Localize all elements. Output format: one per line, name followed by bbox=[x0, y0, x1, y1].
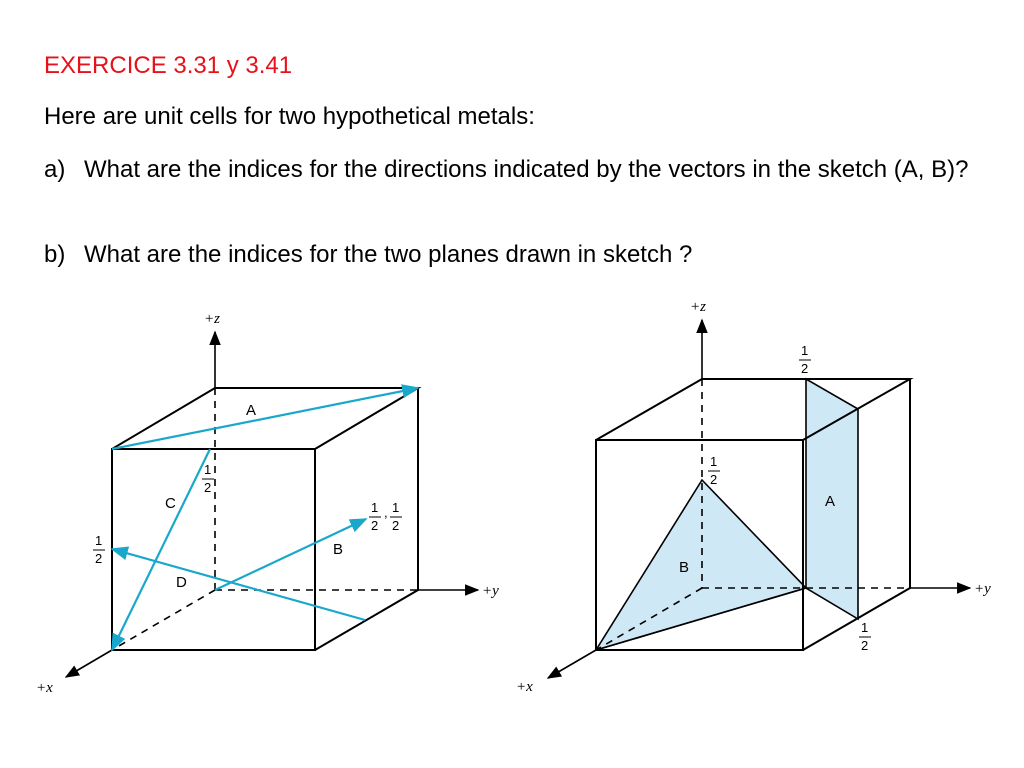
right-y-axis-label: +y bbox=[974, 581, 991, 597]
right-top-face bbox=[596, 379, 910, 440]
right-fraction-top bbox=[799, 343, 811, 376]
vector-c-label: C bbox=[165, 495, 176, 512]
left-x-axis-label: +x bbox=[36, 680, 53, 696]
vector-a bbox=[112, 388, 418, 449]
svg-text:2: 2 bbox=[801, 361, 809, 376]
vector-d bbox=[112, 549, 365, 620]
plane-a-label: A bbox=[825, 493, 836, 510]
question-b-text: What are the indices for the two planes drawn in sketch ? bbox=[84, 241, 693, 268]
vector-b bbox=[215, 519, 366, 590]
svg-text:1: 1 bbox=[710, 454, 718, 469]
left-fraction-x bbox=[93, 533, 105, 566]
svg-text:2: 2 bbox=[710, 472, 718, 487]
vector-c bbox=[112, 449, 210, 650]
question-a-text: What are the indices for the directions indicated by the vectors in the sketch (A, B)? bbox=[84, 156, 969, 183]
plane-b-label: B bbox=[679, 559, 690, 576]
svg-text:2: 2 bbox=[95, 551, 103, 566]
right-fraction-z bbox=[708, 454, 720, 487]
svg-text:2: 2 bbox=[371, 518, 379, 533]
right-x-axis-label: +x bbox=[516, 679, 533, 695]
svg-text:1: 1 bbox=[371, 500, 379, 515]
right-x-axis bbox=[548, 650, 596, 678]
vector-b-label: B bbox=[333, 541, 344, 558]
question-a-label: a) bbox=[44, 156, 66, 183]
left-y-axis-label: +y bbox=[482, 583, 499, 599]
exercise-title: EXERCICE 3.31 y 3.41 bbox=[44, 52, 293, 79]
left-z-axis-label: +z bbox=[204, 311, 220, 327]
intro-text: Here are unit cells for two hypothetical metals: bbox=[44, 103, 535, 130]
svg-text:2: 2 bbox=[861, 638, 869, 653]
svg-text:1: 1 bbox=[801, 343, 809, 358]
plane-b bbox=[596, 480, 806, 650]
svg-text:1: 1 bbox=[861, 620, 869, 635]
left-fraction-z bbox=[202, 462, 214, 495]
svg-text:1: 1 bbox=[392, 500, 400, 515]
question-b-label: b) bbox=[44, 241, 66, 268]
svg-text:,: , bbox=[384, 505, 388, 520]
vector-a-label: A bbox=[246, 402, 257, 419]
vector-d-label: D bbox=[176, 574, 187, 591]
svg-text:2: 2 bbox=[204, 480, 212, 495]
left-x-axis bbox=[66, 650, 112, 677]
right-z-axis-label: +z bbox=[690, 299, 706, 315]
left-unit-cell bbox=[36, 311, 499, 696]
right-unit-cell bbox=[516, 299, 991, 695]
right-fraction-bottom bbox=[859, 620, 871, 653]
svg-text:2: 2 bbox=[392, 518, 400, 533]
left-fraction-pair-b bbox=[369, 500, 402, 533]
svg-text:1: 1 bbox=[204, 462, 212, 477]
svg-text:1: 1 bbox=[95, 533, 103, 548]
